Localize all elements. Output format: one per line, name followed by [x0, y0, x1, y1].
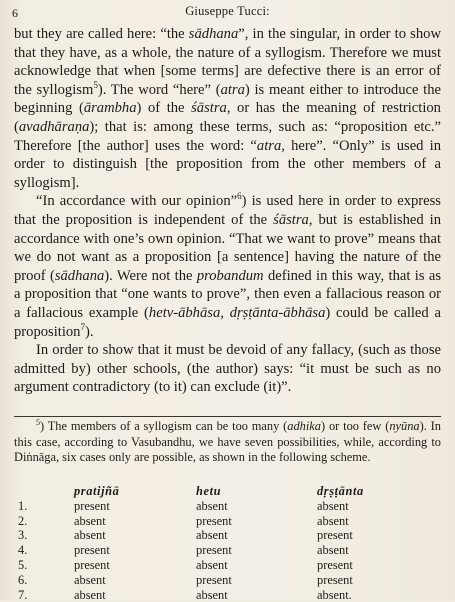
scheme-cell-drstanta: absent: [317, 513, 349, 528]
scheme-cell-index: 5.: [18, 557, 28, 572]
main-text: [14, 25, 441, 397]
text-run: , here”. “Only” is used in order to distinguish [the proposition from the other members of a syllogism].: [14, 137, 442, 191]
text-run: but they are called here: “the: [14, 26, 189, 42]
text-run: , but is established in accordance with one’s own opinion. “That we want to prove” means that we do not want as a proposition [a sentence] having the nature of the proof (: [14, 211, 441, 284]
scheme-cell-drstanta: absent.: [317, 587, 352, 602]
scheme-cell-pratijna: present: [74, 557, 110, 572]
text-run: ”, in the singular, in order to show that they have, as a whole, the nature of a syllogism. Therefore we must acknowledge that when [some terms] are defective there is an error of the syllogism: [14, 26, 441, 98]
italic-term: sādhana: [188, 26, 239, 42]
scheme-table: [14, 484, 441, 602]
italic-term: ārambha: [83, 100, 137, 117]
scheme-cell-pratijna: absent: [74, 587, 106, 602]
footnote-reference: 7: [80, 321, 85, 332]
scheme-row: [14, 514, 441, 529]
scheme-cell-hetu: present: [196, 543, 232, 558]
page-number: 6: [12, 6, 18, 20]
scheme-cell-index: 4.: [18, 543, 28, 558]
italic-term: adhika: [287, 419, 322, 433]
text-run: ) is used here in order to express that the proposition is independent of the: [14, 193, 441, 228]
text-run: ); that is: among these terms, such as: “proposition etc.” Therefore [the author] uses the word: “: [14, 118, 441, 154]
italic-term: atra: [256, 137, 282, 154]
italic-term: atra: [220, 81, 245, 98]
text-run: ).: [84, 323, 94, 340]
italic-term: hetv-ābhāsa, dṛṣṭānta-ābhāsa: [148, 304, 326, 321]
scheme-cell-pratijna: absent: [74, 572, 106, 587]
text-run: , or has the meaning of restriction (: [14, 100, 441, 135]
text-run: ) is meant either to introduce the beginning (: [14, 81, 442, 117]
scheme-cell-drstanta: present: [317, 557, 353, 572]
scheme-cell-pratijna: present: [74, 498, 110, 513]
italic-term: probandum: [196, 267, 264, 284]
scheme-cell-hetu: absent: [196, 528, 228, 543]
text-run: ) of the: [136, 100, 192, 117]
scheme-row: [14, 573, 441, 588]
scheme-cell-drstanta: absent: [317, 498, 349, 513]
scheme-cell-drstanta: absent: [317, 543, 349, 558]
scheme-row: [14, 558, 441, 573]
scheme-row: [14, 499, 441, 514]
footnote-separator: [14, 416, 441, 417]
text-run: ). Were not the: [104, 267, 197, 284]
scheme-header-drstanta: dṛṣṭānta: [317, 484, 364, 498]
italic-term: śāstra: [273, 211, 309, 228]
body-paragraph: [14, 341, 441, 397]
body-paragraph: [14, 25, 441, 192]
italic-term: śāstra: [191, 100, 227, 117]
scheme-header-row: [14, 484, 441, 499]
footnote-reference: 5: [93, 79, 98, 90]
scheme-row: [14, 543, 441, 558]
scheme-header-hetu: hetu: [196, 484, 222, 498]
text-run: “In accordance with our opinion”: [36, 193, 238, 210]
footnote-mark: 5: [36, 417, 40, 427]
scheme-cell-hetu: absent: [196, 498, 228, 513]
italic-term: avadhāraṇa: [18, 118, 90, 135]
text-run: defined in this way, that is as a proposition that “one wants to prove”, then even a fallacious reason or a fallacious example (: [14, 267, 441, 321]
scheme-cell-hetu: present: [196, 572, 232, 587]
italic-term: sādhana: [54, 267, 105, 284]
scheme-header-pratijna: pratijñā: [74, 484, 120, 498]
body-paragraph: [14, 192, 441, 341]
italic-term: nyūna: [389, 419, 420, 433]
footnote-reference: 6: [237, 191, 242, 202]
scheme-cell-hetu: present: [196, 513, 232, 528]
scheme-cell-hetu: absent: [196, 587, 228, 602]
scheme-cell-pratijna: absent: [74, 513, 106, 528]
text-run: In order to show that it must be devoid of any fallacy, (such as those admitted by) other schools, (the author) says: “it must be such as no argument contradictory (to it) can exclude (it)”.: [14, 342, 441, 396]
text-run: ) could be called a proposition: [14, 304, 441, 340]
footnote-paragraph: [14, 419, 441, 466]
scheme-cell-index: 7.: [18, 587, 28, 602]
scheme-cell-index: 2.: [18, 513, 28, 528]
running-head: [0, 4, 455, 20]
text-run: ) The members of a syllogism can be too many (: [40, 419, 288, 433]
scheme-cell-hetu: absent: [196, 557, 228, 572]
scheme-cell-index: 1.: [18, 498, 28, 513]
scheme-cell-pratijna: present: [74, 543, 110, 558]
scheme-cell-drstanta: present: [317, 572, 353, 587]
text-run: ). In this case, according to Vasubandhu, we have seven possibilities, while, according to Diṅnāga, six cases only are possible, as shown in the following scheme.: [14, 419, 441, 464]
scheme-cell-index: 6.: [18, 572, 28, 587]
text-run: ). The word “here” (: [97, 81, 221, 98]
footnote: [14, 419, 441, 466]
running-head-author: Giuseppe Tucci:: [185, 4, 270, 18]
scheme-cell-drstanta: present: [317, 528, 353, 543]
scheme-cell-index: 3.: [18, 528, 28, 543]
scheme-cell-pratijna: absent: [74, 528, 106, 543]
scheme-row: [14, 528, 441, 543]
text-run: ) or too few (: [321, 419, 390, 433]
